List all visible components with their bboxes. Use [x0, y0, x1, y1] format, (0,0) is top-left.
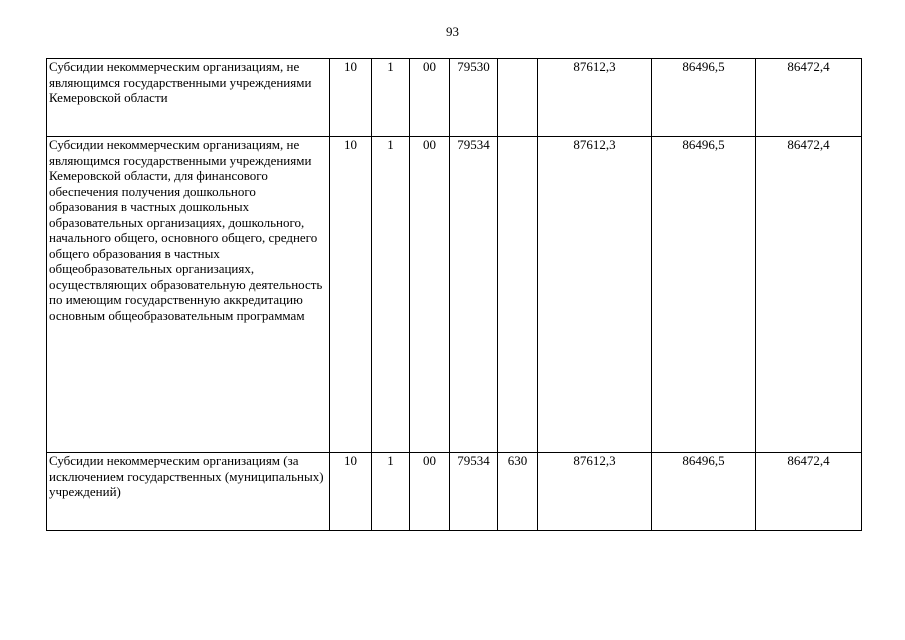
- amount-year-3: 86472,4: [756, 453, 862, 531]
- amount-year-2: 86496,5: [652, 59, 756, 137]
- subsection-code: 1: [372, 59, 410, 137]
- target-article-code: 79534: [450, 453, 498, 531]
- table-row: [47, 137, 862, 453]
- amount-year-1: 87612,3: [538, 453, 652, 531]
- program-code: 00: [410, 59, 450, 137]
- section-code: 10: [330, 137, 372, 453]
- target-article-code: 79534: [450, 137, 498, 453]
- amount-year-1: 87612,3: [538, 137, 652, 453]
- expense-type-code: [498, 59, 538, 137]
- table-row: [47, 59, 862, 137]
- row-description: Субсидии некоммерческим организациям (за исключением государственных (муниципальных) учреждений): [47, 453, 330, 531]
- subsection-code: 1: [372, 137, 410, 453]
- subsection-code: 1: [372, 453, 410, 531]
- amount-year-2: 86496,5: [652, 137, 756, 453]
- row-description: Субсидии некоммерческим организациям, не являющимся государственными учреждениями Кемеровской области: [47, 59, 330, 137]
- program-code: 00: [410, 453, 450, 531]
- amount-year-3: 86472,4: [756, 137, 862, 453]
- amount-year-3: 86472,4: [756, 59, 862, 137]
- table-row: [47, 453, 862, 531]
- program-code: 00: [410, 137, 450, 453]
- expense-type-code: 630: [498, 453, 538, 531]
- budget-table: [46, 58, 862, 531]
- row-description: Субсидии некоммерческим организациям, не являющимся государственными учреждениями Кемеровской области, для финансового обеспечения получения дошкольного образования в частных дошкольных образовательных организациях, дошкольного, начального общего, основного общего, среднего общего образования в частных общеобразовательных организациях, осуществляющих образовательную деятельность по имеющим государственную аккредитацию основным общеобразовательным программам: [47, 137, 330, 453]
- amount-year-1: 87612,3: [538, 59, 652, 137]
- section-code: 10: [330, 59, 372, 137]
- expense-type-code: [498, 137, 538, 453]
- page-number: 93: [446, 24, 459, 39]
- section-code: 10: [330, 453, 372, 531]
- target-article-code: 79530: [450, 59, 498, 137]
- amount-year-2: 86496,5: [652, 453, 756, 531]
